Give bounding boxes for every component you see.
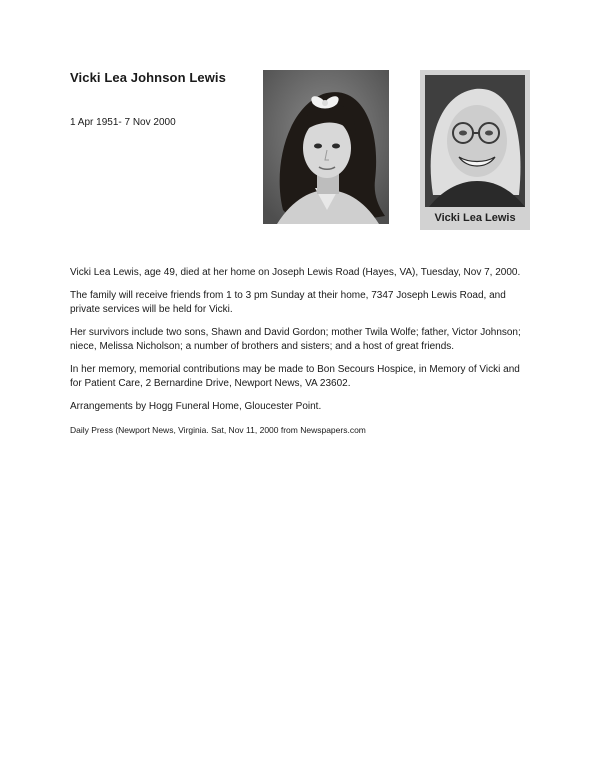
portrait-young-photo: [263, 70, 389, 224]
paragraph-visitation: The family will receive friends from 1 to 3 pm Sunday at their home, 7347 Joseph Lewis Road, and private services will be held for Vicki.: [70, 290, 506, 315]
paragraph-survivors: Her survivors include two sons, Shawn and David Gordon; mother Twila Wolfe; father, Victor Johnson; niece, Melissa Nicholson; a number of brothers and sisters; and a host of great friends.: [70, 327, 521, 352]
portrait-older-photo: [425, 75, 525, 207]
photo-caption: Vicki Lea Lewis: [434, 212, 516, 224]
paragraph-arrangements: Arrangements by Hogg Funeral Home, Gloucester Point.: [70, 401, 322, 412]
page-title: Vicki Lea Johnson Lewis: [70, 70, 226, 85]
life-dates: 1 Apr 1951- 7 Nov 2000: [70, 117, 176, 128]
source-citation: Daily Press (Newport News, Virginia. Sat, Nov 11, 2000 from Newspapers.com: [70, 425, 366, 435]
obituary-body: [70, 266, 532, 446]
paragraph-memorial: In her memory, memorial contributions may be made to Bon Secours Hospice, in Memory of Vicki and for Patient Care, 2 Bernardine Drive, Newport News, VA 23602.: [70, 364, 520, 389]
paragraph-death: Vicki Lea Lewis, age 49, died at her home on Joseph Lewis Road (Hayes, VA), Tuesday, Nov 7, 2000.: [70, 267, 521, 278]
portrait-clipping: [420, 70, 530, 230]
